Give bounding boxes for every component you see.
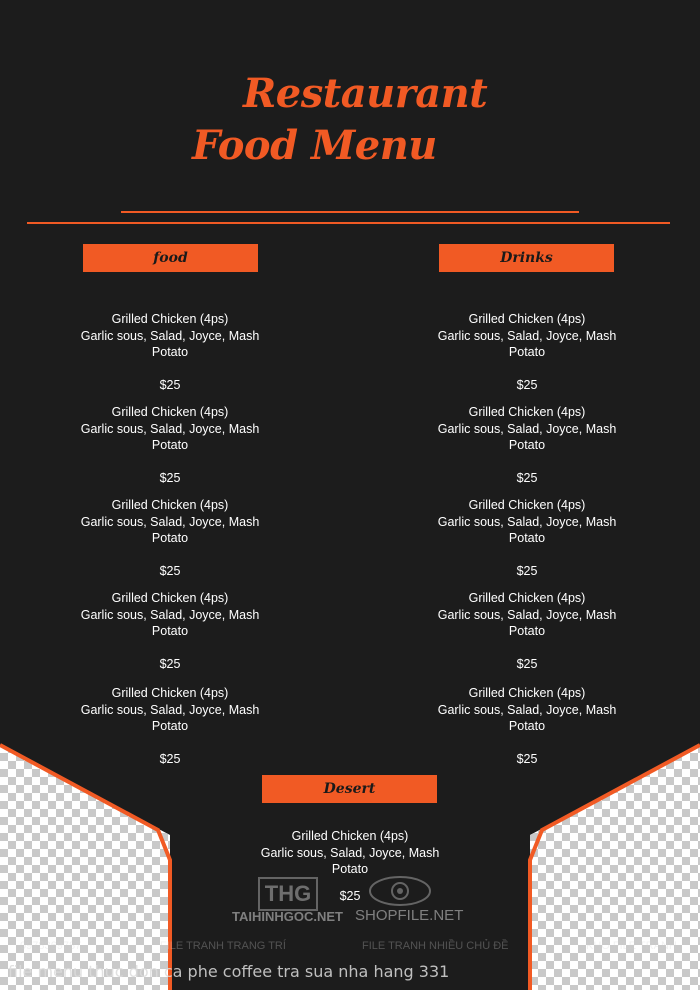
menu-title-line1: Restaurant <box>243 70 488 117</box>
item-price: $25 <box>159 656 181 671</box>
drink-item <box>427 497 627 579</box>
section-drinks: Drinks <box>439 244 614 272</box>
divider-long <box>27 222 670 224</box>
item-name: Grilled Chicken (4ps) <box>468 405 586 419</box>
item-price: $25 <box>159 470 181 485</box>
item-name: Grilled Chicken (4ps) <box>111 498 229 512</box>
section-desert: Desert <box>262 775 437 803</box>
item-name: Grilled Chicken (4ps) <box>111 591 229 605</box>
item-price: $25 <box>516 470 538 485</box>
drink-item <box>427 404 627 486</box>
drink-item <box>427 311 627 393</box>
item-name: Grilled Chicken (4ps) <box>468 591 586 605</box>
menu-title-line2: Food Menu <box>192 122 437 169</box>
item-desc: Garlic sous, Salad, Joyce, Mash Potato <box>80 328 260 359</box>
food-item <box>70 311 270 393</box>
item-name: Grilled Chicken (4ps) <box>111 686 229 700</box>
file-tranh-nhieu-chu-de-watermark: FILE TRANH NHIỀU CHỦ ĐỀ <box>362 940 509 952</box>
item-desc: Garlic sous, Salad, Joyce, Mash Potato <box>437 607 617 638</box>
item-price: $25 <box>339 888 361 903</box>
caption-text: file menu thuc don ca phe coffee tra sua nha hang 331 <box>8 962 450 981</box>
divider-short <box>121 211 579 213</box>
item-desc: Garlic sous, Salad, Joyce, Mash Potato <box>437 328 617 359</box>
file-tranh-trang-tri-watermark: FILE TRANH TRANG TRÍ <box>160 940 286 952</box>
item-desc: Garlic sous, Salad, Joyce, Mash Potato <box>80 421 260 452</box>
item-name: Grilled Chicken (4ps) <box>291 829 409 843</box>
item-price: $25 <box>516 377 538 392</box>
section-food: food <box>83 244 258 272</box>
item-price: $25 <box>159 751 181 766</box>
phone-watermark: 0978369787 <box>20 940 82 952</box>
food-item <box>70 685 270 767</box>
shopfile-watermark: SHOPFILE.NET <box>355 907 464 924</box>
item-desc: Garlic sous, Salad, Joyce, Mash Potato <box>80 514 260 545</box>
item-desc: Garlic sous, Salad, Joyce, Mash Potato <box>260 845 440 876</box>
item-desc: Garlic sous, Salad, Joyce, Mash Potato <box>437 702 617 733</box>
item-price: $25 <box>516 751 538 766</box>
eye-icon <box>368 874 432 908</box>
item-name: Grilled Chicken (4ps) <box>468 498 586 512</box>
food-item <box>70 404 270 486</box>
item-desc: Garlic sous, Salad, Joyce, Mash Potato <box>437 421 617 452</box>
item-desc: Garlic sous, Salad, Joyce, Mash Potato <box>437 514 617 545</box>
item-name: Grilled Chicken (4ps) <box>468 312 586 326</box>
item-price: $25 <box>516 656 538 671</box>
item-price: $25 <box>159 563 181 578</box>
drink-item <box>427 590 627 672</box>
kho-file-tranh-watermark: KHO FILE TRANH <box>586 940 677 952</box>
taihinhgoc-watermark: TAIHINHGOC.NET <box>232 909 343 924</box>
drink-item <box>427 685 627 767</box>
item-desc: Garlic sous, Salad, Joyce, Mash Potato <box>80 607 260 638</box>
item-price: $25 <box>516 563 538 578</box>
item-name: Grilled Chicken (4ps) <box>111 405 229 419</box>
item-name: Grilled Chicken (4ps) <box>468 686 586 700</box>
item-name: Grilled Chicken (4ps) <box>111 312 229 326</box>
thg-logo: THG <box>258 877 318 911</box>
item-desc: Garlic sous, Salad, Joyce, Mash Potato <box>80 702 260 733</box>
item-price: $25 <box>159 377 181 392</box>
food-item <box>70 497 270 579</box>
food-item <box>70 590 270 672</box>
